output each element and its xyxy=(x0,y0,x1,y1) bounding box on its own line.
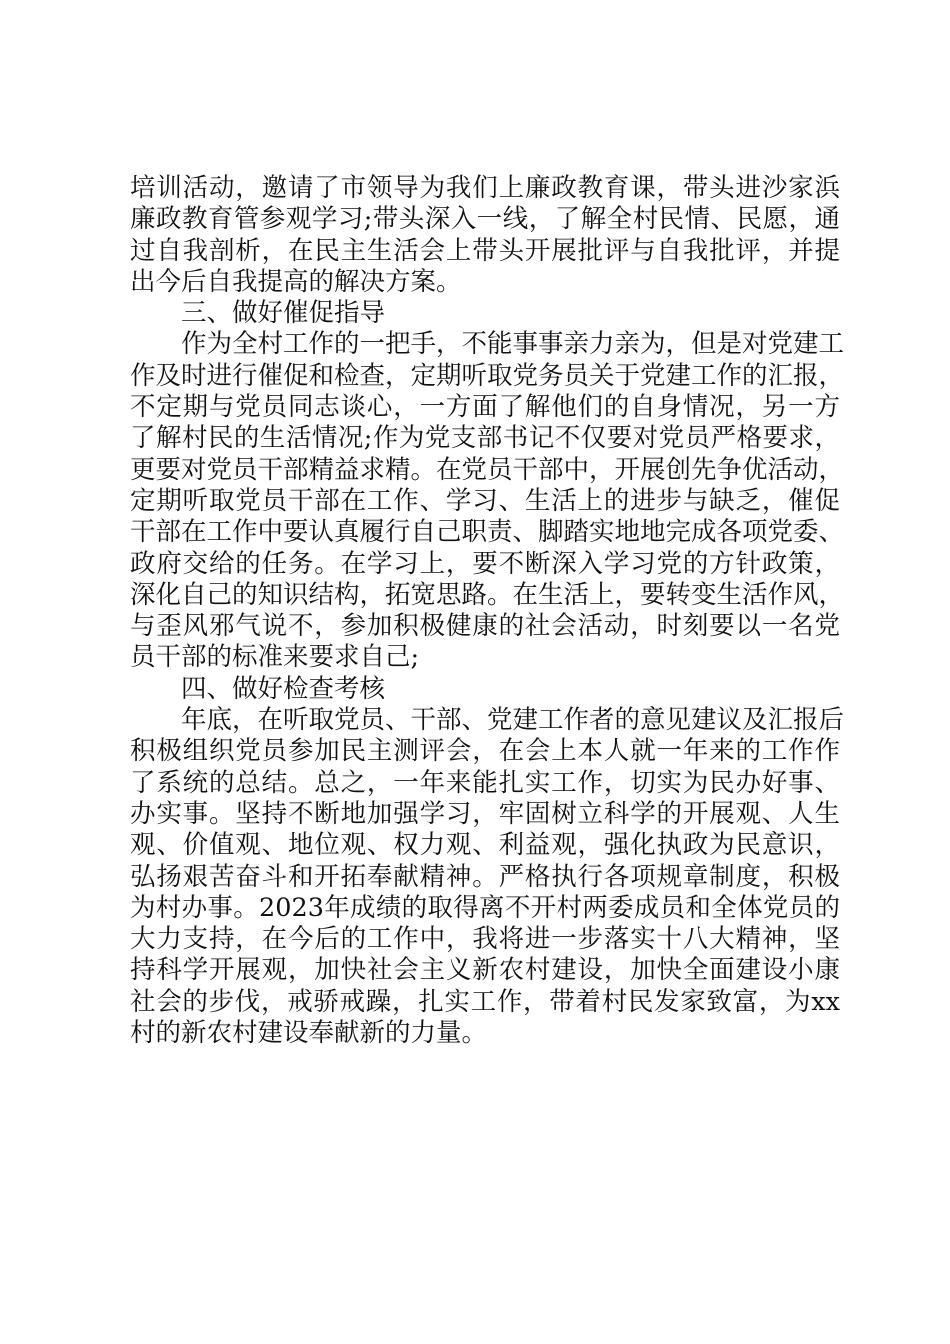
section-heading: 三、做好催促指导 xyxy=(181,298,386,329)
text-line: 观、价值观、地位观、权力观、利益观，强化执政为民意识， xyxy=(130,830,840,861)
text-line: 作及时进行催促和检查，定期听取党务员关于党建工作的汇报， xyxy=(130,360,845,391)
document-body xyxy=(130,173,845,1049)
text-line: 政府交给的任务。在学习上，要不断深入学习党的方针政策， xyxy=(130,548,840,579)
text-line: 不定期与党员同志谈心，一方面了解他们的自身情况，另一方 xyxy=(130,392,840,423)
section-heading: 四、做好检查考核 xyxy=(181,673,386,704)
text-line: 为村办事。2023年成绩的取得离不开村两委成员和全体党员的 xyxy=(130,892,840,923)
text-line: 弘扬艰苦奋斗和开拓奉献精神。严格执行各项规章制度，积极 xyxy=(130,861,840,892)
text-line: 更要对党员干部精益求精。在党员干部中，开展创先争优活动， xyxy=(130,454,845,485)
text-line: 作为全村工作的一把手，不能事事亲力亲为，但是对党建工 xyxy=(181,329,845,360)
text-line: 定期听取党员干部在工作、学习、生活上的进步与缺乏，催促 xyxy=(130,485,840,516)
text-line: 廉政教育管参观学习;带头深入一线，了解全村民情、民愿，通 xyxy=(130,204,840,235)
text-line: 与歪风邪气说不，参加积极健康的社会活动，时刻要以一名党 xyxy=(130,611,840,642)
text-line: 员干部的标准来要求自己; xyxy=(130,642,420,673)
text-line: 办实事。坚持不断地加强学习，牢固树立科学的开展观、人生 xyxy=(130,798,840,829)
text-line: 大力支持，在今后的工作中，我将进一步落实十八大精神，坚 xyxy=(130,924,840,955)
text-line: 出今后自我提高的解决方案。 xyxy=(130,266,462,297)
text-line: 持科学开展观，加快社会主义新农村建设，加快全面建设小康 xyxy=(130,955,840,986)
text-line: 了系统的总结。总之，一年来能扎实工作，切实为民办好事、 xyxy=(130,767,840,798)
text-line: 干部在工作中要认真履行自己职责、脚踏实地地完成各项党委、 xyxy=(130,517,845,548)
text-line: 了解村民的生活情况;作为党支部书记不仅要对党员严格要求， xyxy=(130,423,840,454)
text-line: 村的新农村建设奉献新的力量。 xyxy=(130,1018,488,1049)
text-line: 年底，在听取党员、干部、党建工作者的意见建议及汇报后 xyxy=(181,705,845,736)
text-line: 培训活动，邀请了市领导为我们上廉政教育课，带头进沙家浜 xyxy=(130,173,840,203)
text-line: 社会的步伐，戒骄戒躁，扎实工作，带着村民发家致富，为xx xyxy=(130,986,840,1017)
text-line: 深化自己的知识结构，拓宽思路。在生活上，要转变生活作风， xyxy=(130,579,845,610)
text-line: 积极组织党员参加民主测评会，在会上本人就一年来的工作作 xyxy=(130,736,840,767)
text-line: 过自我剖析，在民主生活会上带头开展批评与自我批评，并提 xyxy=(130,235,840,266)
